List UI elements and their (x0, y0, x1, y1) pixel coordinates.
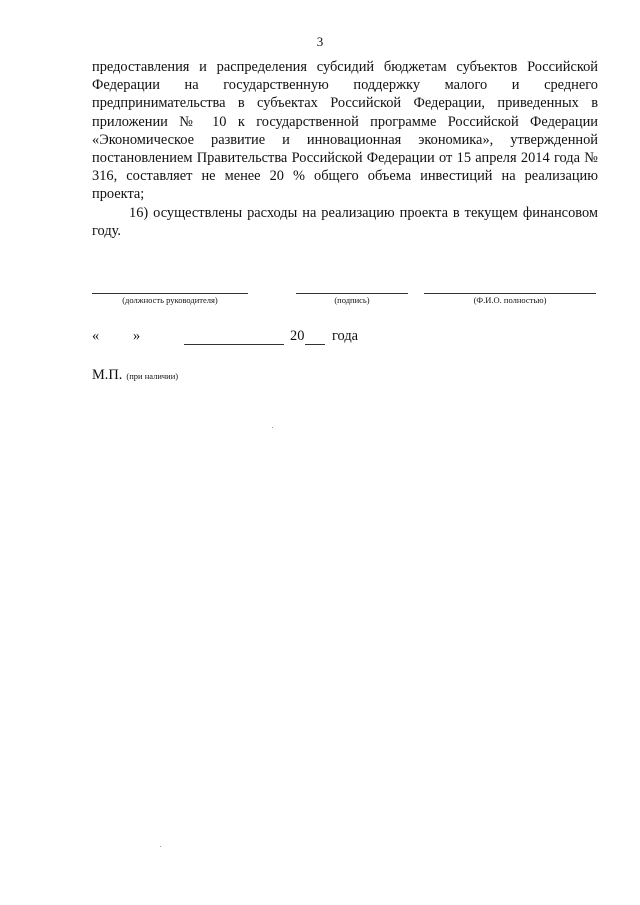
signature-line (296, 293, 408, 294)
paragraph-item-16: 16) осуществлены расходы на реализацию проекта в текущем финансовом году. (92, 204, 598, 239)
stamp-row (92, 366, 178, 384)
stamp-label: М.П. (92, 367, 123, 383)
position-signature-line (92, 293, 248, 294)
year-prefix: 20 (290, 328, 305, 344)
signature-caption: (подпись) (334, 295, 370, 305)
date-close-quote: » (133, 328, 141, 344)
page-number: 3 (316, 34, 324, 49)
month-blank-line (184, 344, 284, 345)
scan-speck (272, 427, 273, 428)
stamp-note: (при наличии) (126, 371, 179, 381)
year-suffix: года (332, 328, 359, 344)
date-open-quote: « (92, 328, 100, 344)
position-caption: (должность руководителя) (122, 295, 218, 305)
full-name-caption: (Ф.И.О. полностью) (473, 295, 547, 305)
year-blank-line (305, 344, 325, 345)
body-text (92, 58, 598, 240)
full-name-line (424, 293, 596, 294)
paragraph-continuation: предоставления и распределения субсидий бюджетам субъектов Российской Федерации на государственную поддержку малого и среднего предпринимательства в субъектах Российской Федерации, приведенных в приложении № 10 к государственной программе Российской Федерации «Экономическое развитие и инновационная экономика», утвержденной постановлением Правительства Российской Федерации от 15 апреля 2014 года № 316, составляет не менее 20 % общего объема инвестиций на реализацию проекта; (92, 59, 598, 203)
scan-speck (160, 846, 161, 847)
